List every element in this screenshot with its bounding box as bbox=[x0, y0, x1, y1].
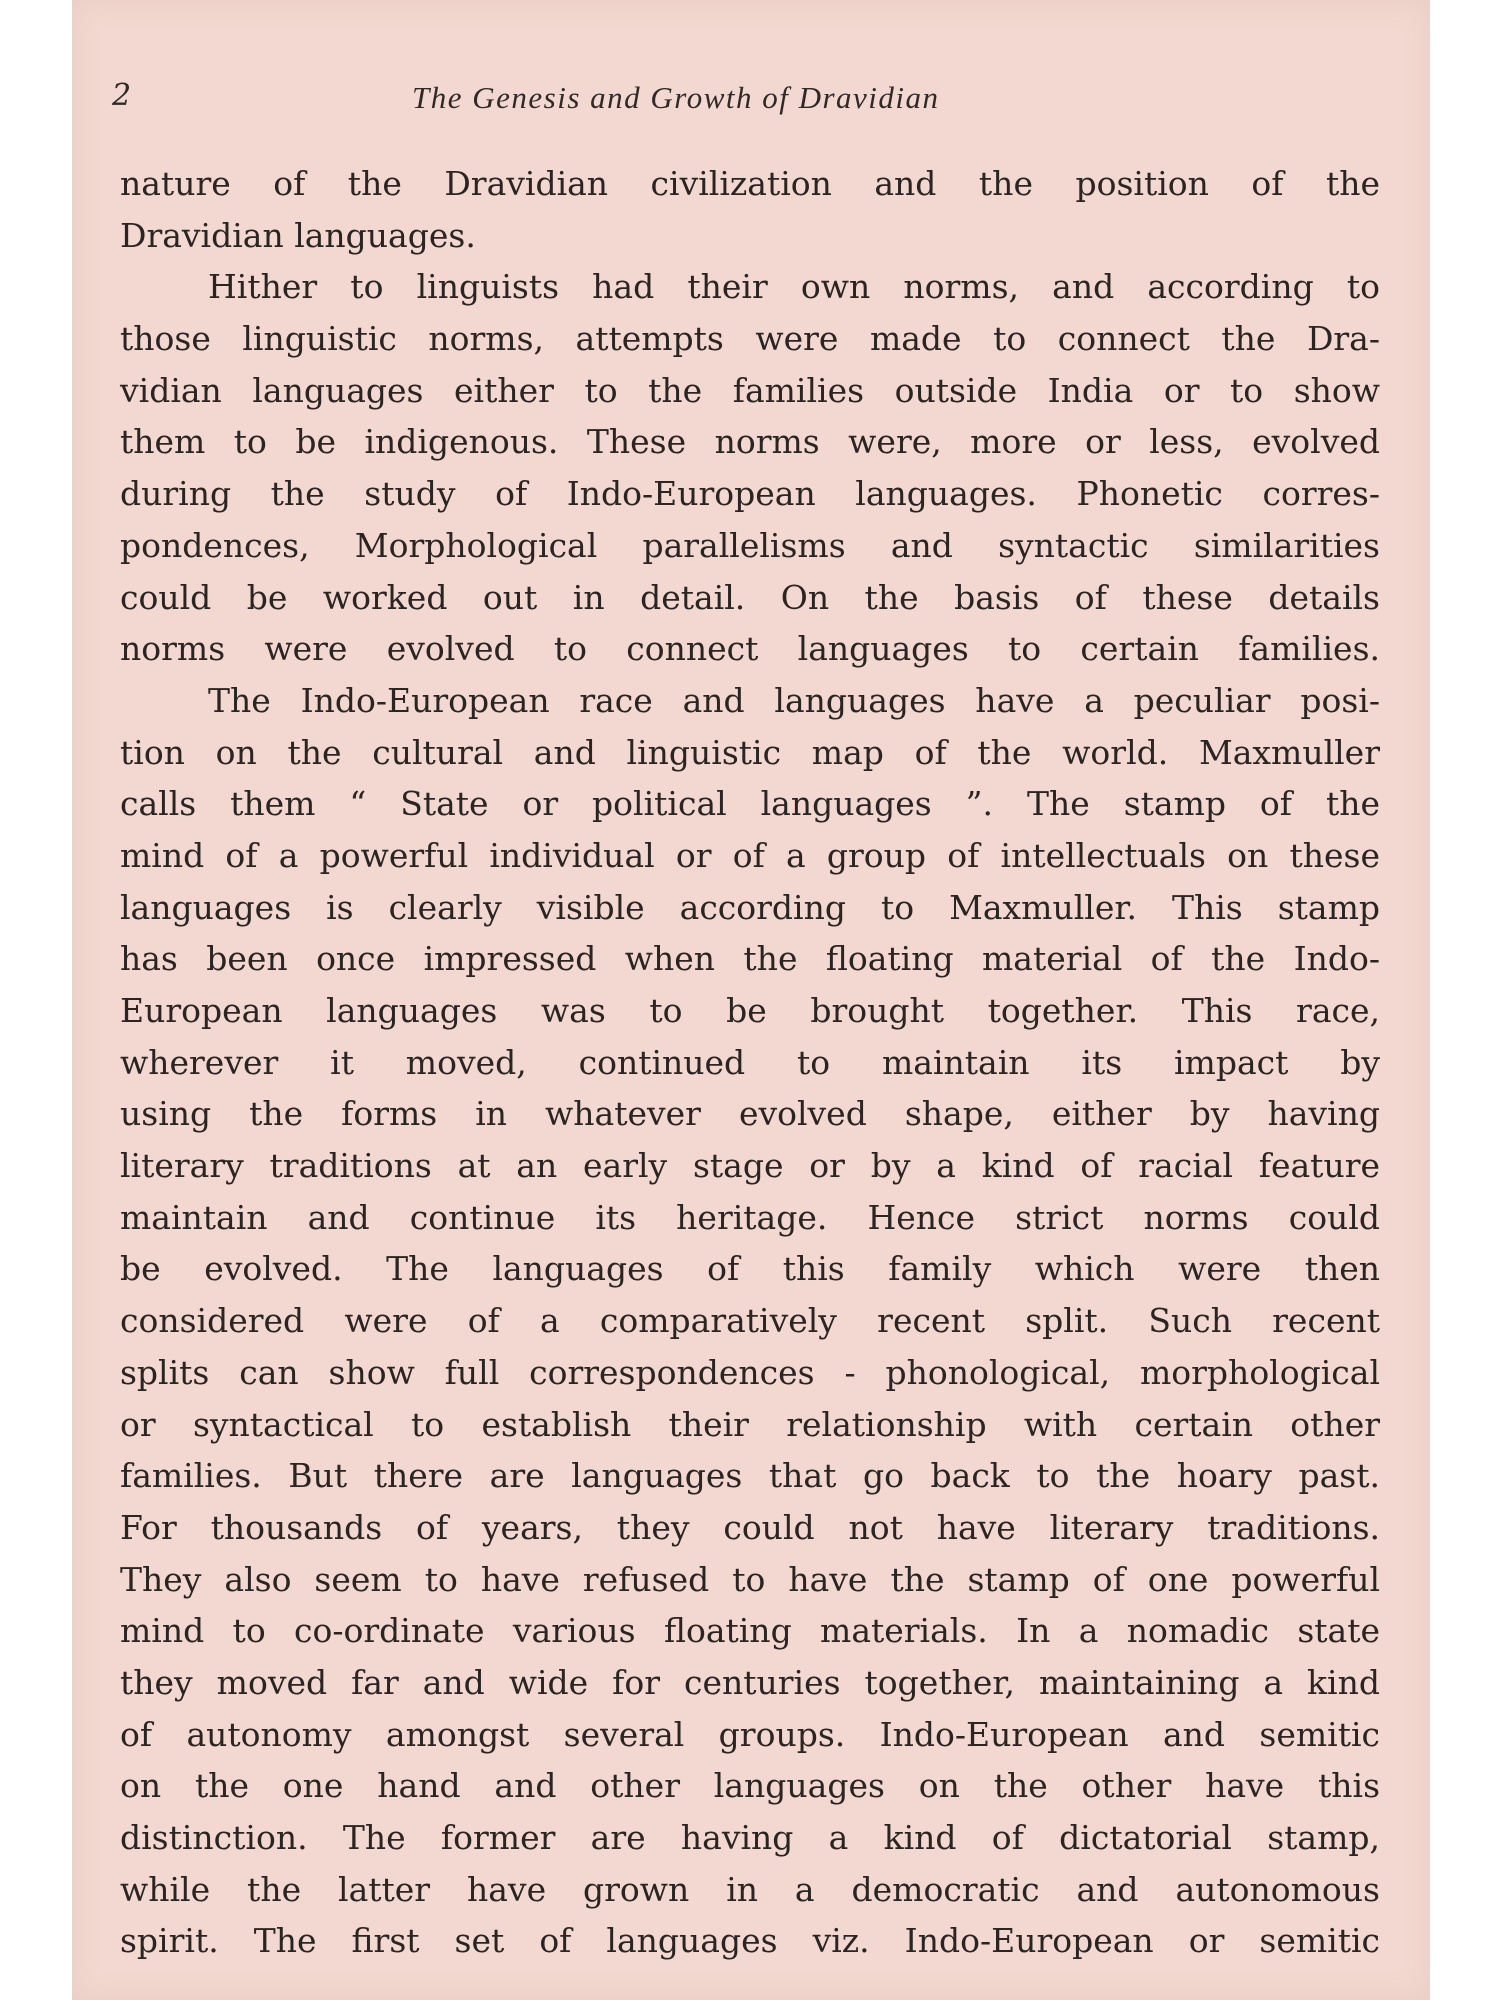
text-line: while the latter have grown in a democratic and autonomous bbox=[120, 1869, 1380, 1909]
text-line: European languages was to be brought together. This race, bbox=[120, 991, 1380, 1030]
text-line: be evolved. The languages of this family which were then bbox=[120, 1249, 1380, 1289]
text-line: considered were of a comparatively recent split. Such recent bbox=[120, 1301, 1380, 1341]
text-line: distinction. The former are having a kind of dictatorial stamp, bbox=[120, 1818, 1380, 1857]
text-line: on the one hand and other languages on the other have this bbox=[120, 1766, 1380, 1806]
text-line: using the forms in whatever evolved shape, either by having bbox=[120, 1094, 1380, 1134]
running-title: The Genesis and Growth of Dravidian bbox=[412, 80, 940, 115]
text-line: spirit. The first set of languages viz. Indo-European or semitic bbox=[120, 1921, 1380, 1961]
text-line: or syntactical to establish their relationship with certain other bbox=[120, 1404, 1380, 1444]
text-line: splits can show full correspondences - phonological, morphological bbox=[120, 1352, 1380, 1392]
text-line: tion on the cultural and linguistic map of the world. Maxmuller bbox=[120, 732, 1380, 772]
text-line: of autonomy amongst several groups. Indo-European and semitic bbox=[120, 1714, 1380, 1754]
text-line: those linguistic norms, attempts were made to connect the Dra- bbox=[120, 319, 1380, 359]
text-line: literary traditions at an early stage or by a kind of racial feature bbox=[120, 1146, 1380, 1186]
text-line: them to be indigenous. These norms were, more or less, evolved bbox=[120, 422, 1380, 462]
text-line: mind to co-ordinate various floating materials. In a nomadic state bbox=[120, 1611, 1380, 1651]
page-header bbox=[72, 78, 1430, 118]
text-line: nature of the Dravidian civilization and the position of the bbox=[120, 164, 1380, 203]
text-line: families. But there are languages that go back to the hoary past. bbox=[120, 1456, 1380, 1496]
text-line: They also seem to have refused to have the stamp of one powerful bbox=[120, 1559, 1380, 1599]
text-line: For thousands of years, they could not have literary traditions. bbox=[120, 1507, 1380, 1547]
text-line: has been once impressed when the floating material of the Indo- bbox=[120, 939, 1380, 979]
text-line: norms were evolved to connect languages to certain families. bbox=[120, 629, 1380, 669]
text-line: mind of a powerful individual or of a group of intellectuals on these bbox=[120, 835, 1380, 875]
text-line: wherever it moved, continued to maintain its impact by bbox=[120, 1042, 1380, 1082]
body-text bbox=[120, 158, 1380, 1967]
text-line: calls them “ State or political languages ”. The stamp of the bbox=[120, 784, 1380, 824]
text-line: vidian languages either to the families outside India or to show bbox=[120, 370, 1380, 410]
text-line: during the study of Indo-European languages. Phonetic corres- bbox=[120, 474, 1380, 514]
text-line: could be worked out in detail. On the basis of these details bbox=[120, 577, 1380, 617]
text-line: maintain and continue its heritage. Hence strict norms could bbox=[120, 1197, 1380, 1237]
text-line: Dravidian languages. bbox=[120, 215, 476, 255]
page-number: 2 bbox=[112, 78, 132, 113]
text-line: they moved far and wide for centuries together, maintaining a kind bbox=[120, 1662, 1380, 1702]
book-page bbox=[72, 0, 1430, 2000]
text-line: languages is clearly visible according to Maxmuller. This stamp bbox=[120, 887, 1380, 927]
text-line: pondences, Morphological parallelisms and syntactic similarities bbox=[120, 525, 1380, 565]
text-line: Hither to linguists had their own norms, and according to bbox=[208, 267, 1380, 307]
text-line: The Indo-European race and languages have a peculiar posi- bbox=[208, 680, 1380, 720]
